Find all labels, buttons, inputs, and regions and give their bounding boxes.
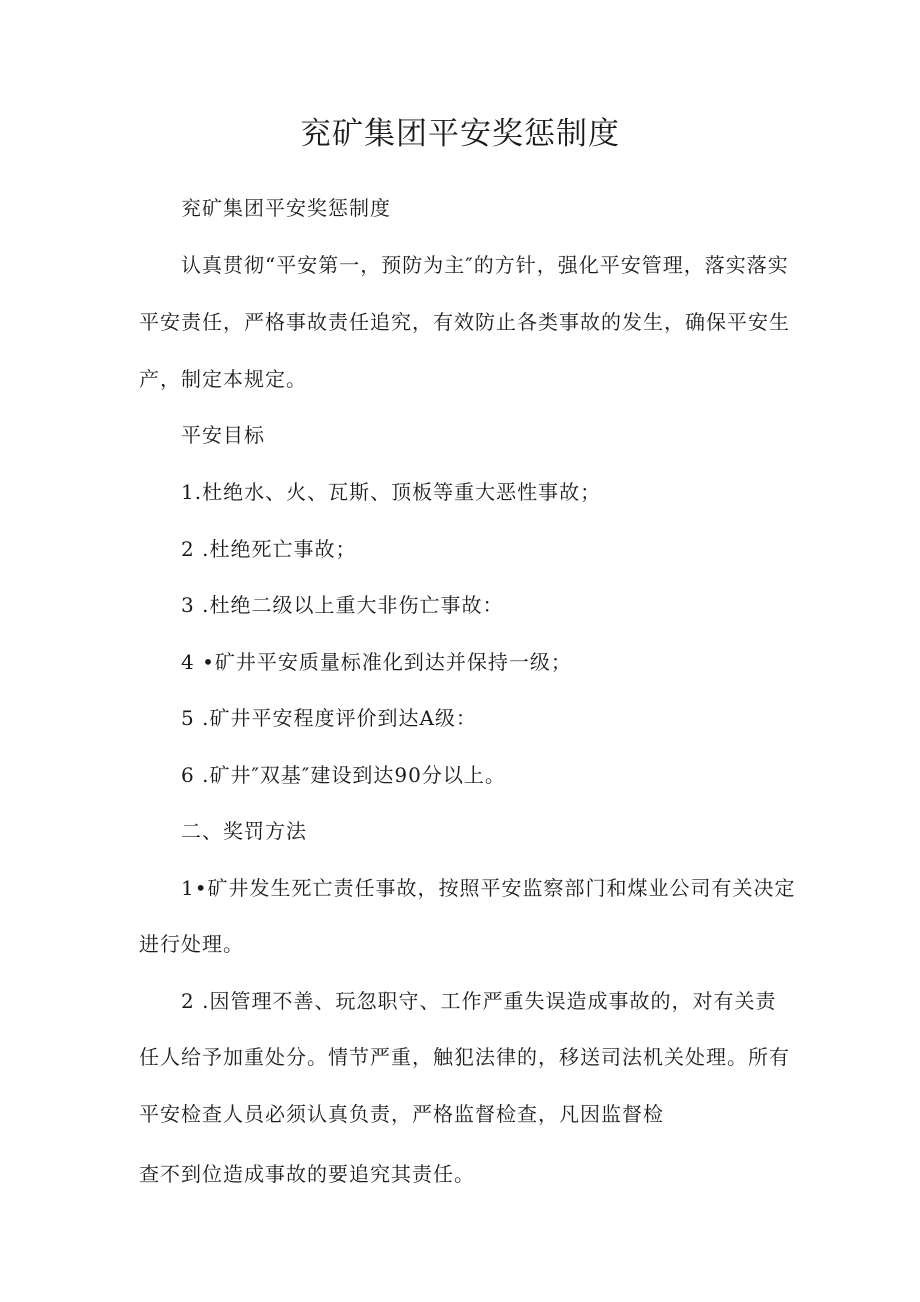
intro-paragraph-line-2: 平安责任，严格事故责任追究，有效防止各类事故的发生，确保平安生 [139,310,790,334]
goal-item-6: 6 .矿井″双基″建设到达90分以上。 [181,763,506,787]
rule-1-line-2: 进行处理。 [139,932,244,956]
document-subtitle: 兖矿集团平安奖惩制度 [181,196,391,220]
document-title: 兖矿集团平安奖惩制度 [300,116,620,152]
rule-1-line-1: 1•矿井发生死亡责任事故，按照平安监察部门和煤业公司有关决定 [181,876,796,900]
goal-item-4: 4 •矿井平安质量标准化到达并保持一级； [181,650,572,674]
intro-paragraph-line-1: 认真贯彻“平安第一，预防为主″的方针，强化平安管理，落实落实 [181,253,789,277]
intro-paragraph-line-3: 产，制定本规定。 [139,367,307,391]
section-heading-safety-goals: 平安目标 [181,423,265,447]
section-heading-rewards-penalties: 二、奖罚方法 [181,819,307,843]
goal-item-3: 3 .杜绝二级以上重大非伤亡事故： [181,593,504,617]
goal-item-1: 1.杜绝水、火、瓦斯、顶板等重大恶性事故； [181,480,602,504]
rule-2-line-2: 任人给予加重处分。情节严重，触犯法律的，移送司法机关处理。所有 [139,1045,790,1069]
goal-item-2: 2 .杜绝死亡事故； [181,537,357,561]
goal-item-5: 5 .矿井平安程度评价到达A级： [181,706,477,730]
rule-2-line-1: 2 .因管理不善、玩忽职守、工作严重失误造成事故的，对有关责 [181,989,777,1013]
rule-2-line-4: 查不到位造成事故的要追究其责任。 [139,1162,475,1186]
rule-2-line-3: 平安检查人员必须认真负责，严格监督检查，凡因监督检 [139,1102,664,1126]
